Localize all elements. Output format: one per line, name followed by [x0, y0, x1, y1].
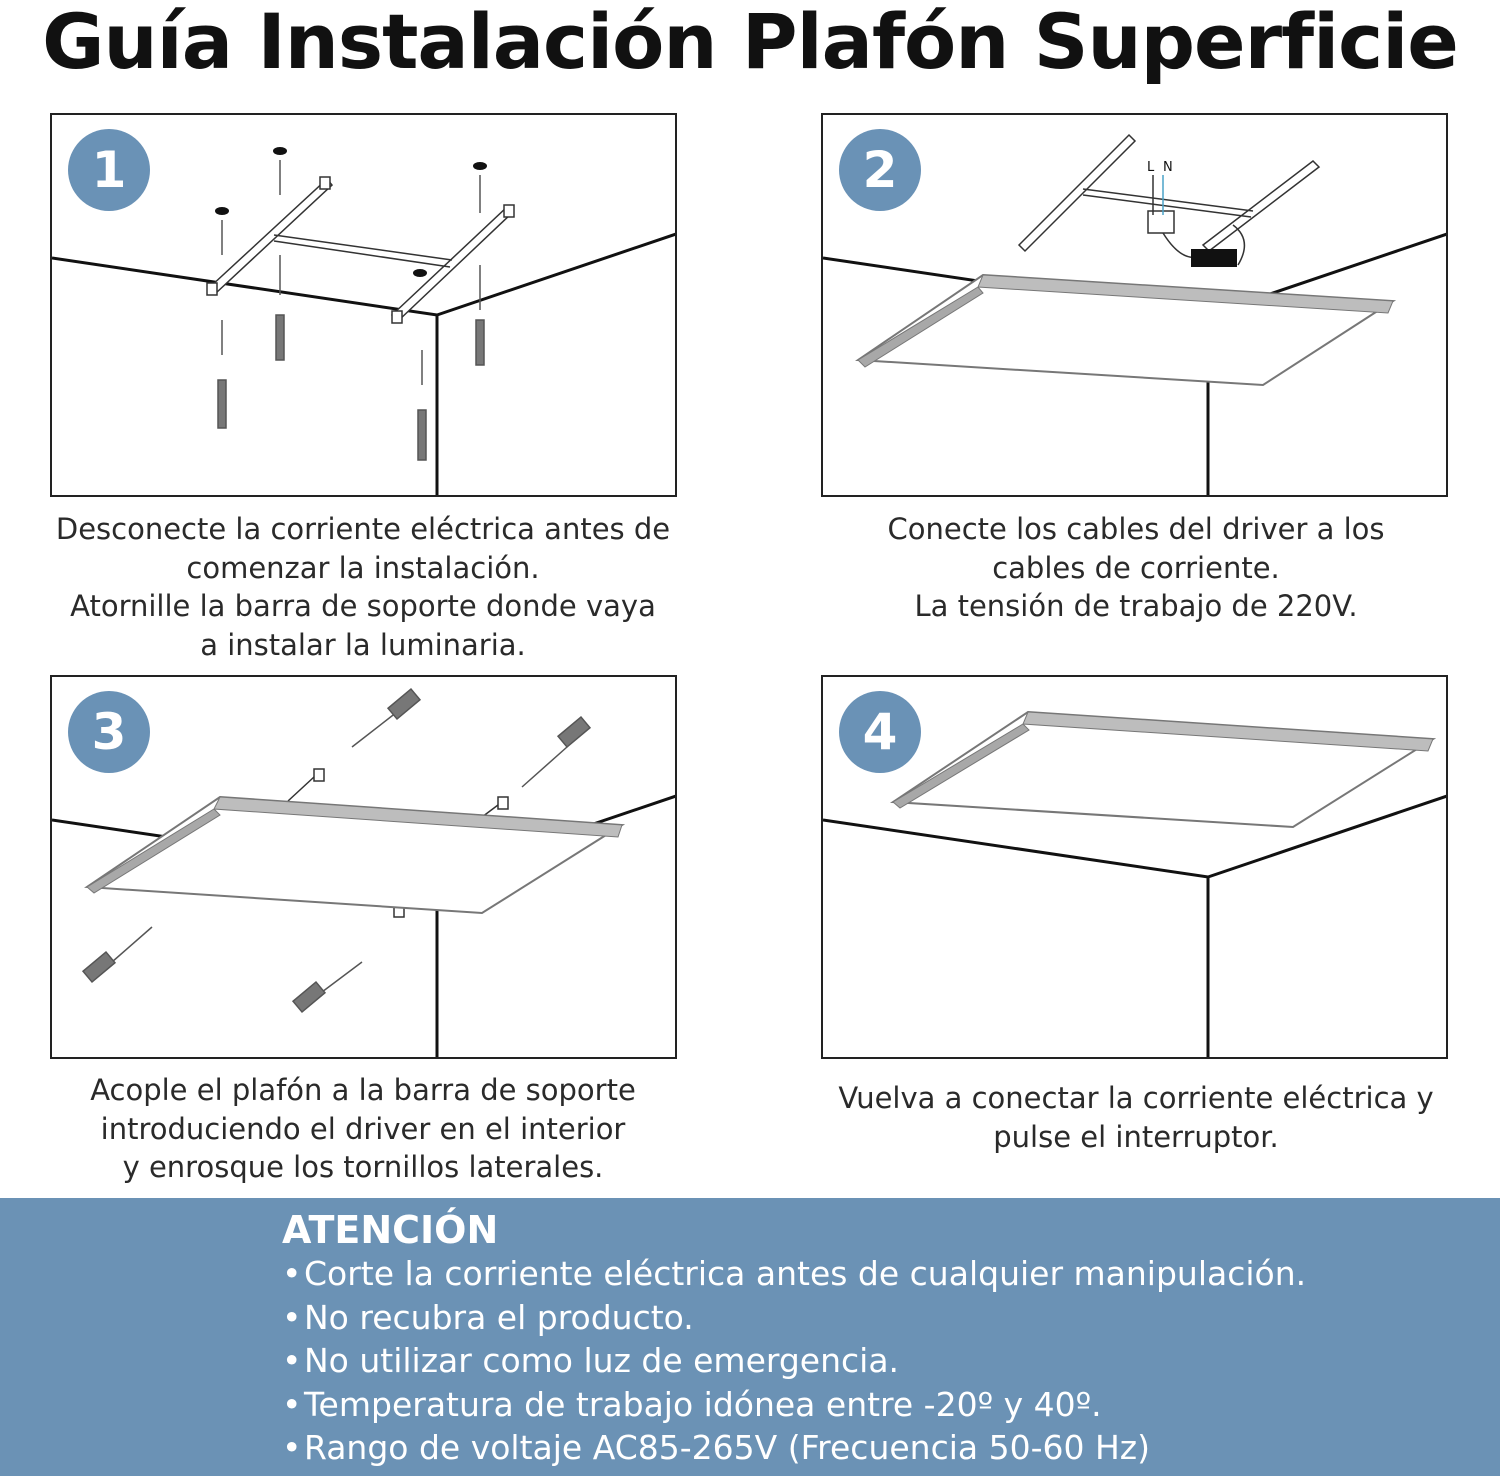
bullet-icon: •	[282, 1341, 302, 1380]
attention-item-text: Corte la corriente eléctrica antes de cualquier manipulación.	[304, 1254, 1307, 1293]
step-2-caption-line: cables de corriente.	[992, 550, 1280, 585]
step-4-illustration	[821, 675, 1448, 1059]
step-2-caption	[776, 510, 1496, 626]
step-4-caption-line: pulse el interruptor.	[993, 1119, 1279, 1154]
bullet-icon: •	[282, 1254, 302, 1293]
step-3-caption	[3, 1071, 723, 1187]
step-1-caption-line: comenzar la instalación.	[186, 550, 540, 585]
attention-title: ATENCIÓN	[282, 1208, 499, 1252]
attention-item-text: No recubra el producto.	[304, 1297, 694, 1337]
step-1-caption-line: a instalar la luminaria.	[200, 627, 526, 662]
attention-item	[282, 1296, 1306, 1340]
step-3-caption-line: y enrosque los tornillos laterales.	[122, 1150, 604, 1184]
wire-label-n: N	[1163, 160, 1173, 175]
wire-label-l: L	[1147, 160, 1155, 175]
page-title: Guía Instalación Plafón Superficie	[42, 0, 1458, 86]
attention-item	[282, 1252, 1306, 1296]
step-1-caption	[3, 510, 723, 664]
step-4-caption-line: Vuelva a conectar la corriente eléctrica y	[838, 1081, 1434, 1115]
step-3-caption-line: Acople el plafón a la barra de soporte	[90, 1073, 636, 1107]
bullet-icon: •	[282, 1428, 302, 1467]
step-4-caption	[776, 1079, 1496, 1156]
step-3-caption-line: introduciendo el driver en el interior	[100, 1111, 626, 1146]
step-2-caption-line: La tensión de trabajo de 220V.	[914, 589, 1358, 623]
step-1-caption-line: Atornille la barra de soporte donde vaya	[70, 589, 656, 623]
bullet-icon: •	[282, 1297, 302, 1337]
attention-item	[282, 1426, 1306, 1470]
step-1-badge: 1	[68, 129, 150, 211]
step-3-illustration	[50, 675, 677, 1059]
step-2-illustration	[821, 113, 1448, 497]
step-1-illustration	[50, 113, 677, 497]
attention-item-text: Rango de voltaje AC85-265V (Frecuencia 50-60 Hz)	[304, 1428, 1150, 1467]
bullet-icon: •	[282, 1384, 302, 1424]
step-2-badge: 2	[839, 129, 921, 211]
step-2-caption-line: Conecte los cables del driver a los	[887, 512, 1385, 546]
attention-item-text: Temperatura de trabajo idónea entre -20º y 40º.	[304, 1384, 1102, 1424]
attention-banner	[0, 1198, 1500, 1476]
step-3-badge: 3	[68, 691, 150, 773]
step-1-caption-line: Desconecte la corriente eléctrica antes de	[55, 512, 671, 546]
step-4-badge: 4	[839, 691, 921, 773]
attention-item	[282, 1383, 1306, 1427]
attention-item	[282, 1339, 1306, 1383]
attention-item-text: No utilizar como luz de emergencia.	[304, 1341, 900, 1380]
